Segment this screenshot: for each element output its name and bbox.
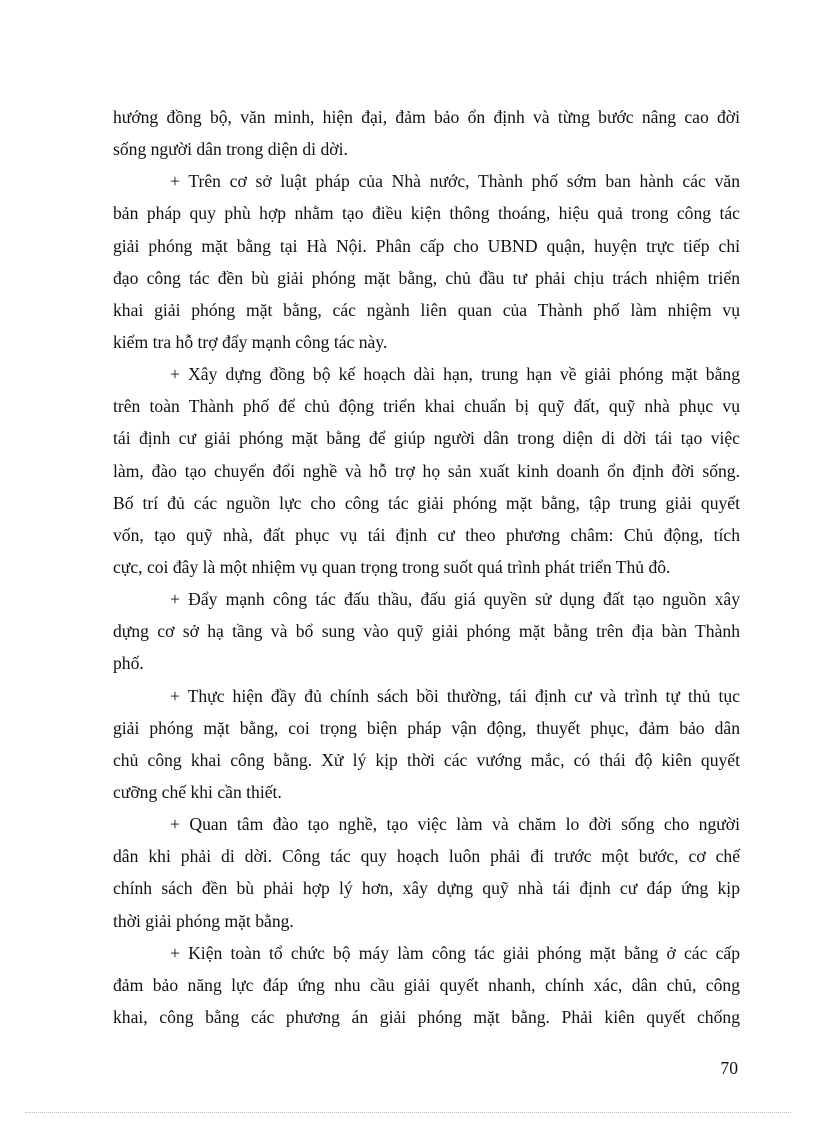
paragraph <box>113 165 740 358</box>
text-line: vốn, tạo quỹ nhà, đất phục vụ tái định cư theo phương châm: Chủ động, tích <box>113 524 740 545</box>
text-line: Bố trí đủ các nguồn lực cho công tác giải phóng mặt bằng, tập trung giải quyết <box>113 492 740 513</box>
paragraph <box>113 937 740 1033</box>
text-line: cưỡng chế khi cần thiết. <box>113 781 282 802</box>
text-line: + Kiện toàn tổ chức bộ máy làm công tác giải phóng mặt bằng ở các cấp <box>170 942 740 963</box>
text-line: sống người dân trong diện di dời. <box>113 139 348 160</box>
text-line: thời giải phóng mặt bằng. <box>113 910 294 931</box>
text-line: giải phóng mặt bằng, coi trọng biện pháp vận động, thuyết phục, đảm bảo dân <box>113 717 740 738</box>
page-number: 70 <box>720 1058 738 1078</box>
text-line: hướng đồng bộ, văn minh, hiện đại, đảm bảo ổn định và từng bước nâng cao đời <box>113 107 740 127</box>
text-line: trên toàn Thành phố để chủ động triển khai chuẩn bị quỹ đất, quỹ nhà phục vụ <box>113 396 740 417</box>
text-line: + Đẩy mạnh công tác đấu thầu, đấu giá quyền sử dụng đất tạo nguồn xây <box>170 589 740 610</box>
text-line: dân khi phải di dời. Công tác quy hoạch luôn phải đi trước một bước, cơ chế <box>113 846 740 867</box>
text-line: + Quan tâm đào tạo nghề, tạo việc làm và chăm lo đời sống cho người <box>170 814 740 835</box>
text-line: cực, coi đây là một nhiệm vụ quan trọng trong suốt quá trình phát triển Thủ đô. <box>113 556 671 577</box>
text-line: kiểm tra hỗ trợ đẩy mạnh công tác này. <box>113 331 388 352</box>
paragraph <box>113 101 740 165</box>
text-line: tái định cư giải phóng mặt bằng để giúp người dân trong diện di dời tái tạo việc <box>113 428 740 449</box>
text-line: giải phóng mặt bằng tại Hà Nội. Phân cấp cho UBND quận, huyện trực tiếp chỉ <box>113 235 740 256</box>
paragraph <box>113 358 740 583</box>
text-line: + Xây dựng đồng bộ kế hoạch dài hạn, trung hạn về giải phóng mặt bằng <box>170 364 740 385</box>
paragraph <box>113 808 740 937</box>
paragraph <box>113 680 740 809</box>
document-body <box>113 101 740 1033</box>
paragraph <box>113 583 740 679</box>
text-line: đảm bảo năng lực đáp ứng nhu cầu giải quyết nhanh, chính xác, dân chủ, công <box>113 974 740 995</box>
page-break-divider <box>25 1112 791 1113</box>
text-line: khai, công bằng các phương án giải phóng mặt bằng. Phải kiên quyết chống <box>113 1006 740 1027</box>
text-line: + Trên cơ sở luật pháp của Nhà nước, Thành phố sớm ban hành các văn <box>170 171 740 192</box>
text-line: khai giải phóng mặt bằng, các ngành liên quan của Thành phố làm nhiệm vụ <box>113 299 740 320</box>
text-line: làm, đào tạo chuyển đổi nghề và hỗ trợ họ sản xuất kinh doanh ổn định đời sống. <box>113 460 740 481</box>
text-line: + Thực hiện đầy đủ chính sách bồi thường, tái định cư và trình tự thủ tục <box>170 685 740 706</box>
text-line: chủ công khai công bằng. Xử lý kịp thời các vướng mắc, có thái độ kiên quyết <box>113 749 740 770</box>
text-line: bản pháp quy phù hợp nhằm tạo điều kiện thông thoáng, hiệu quả trong công tác <box>113 203 740 224</box>
text-line: chính sách đền bù phải hợp lý hơn, xây dựng quỹ nhà tái định cư đáp ứng kịp <box>113 878 740 899</box>
text-line: đạo công tác đền bù giải phóng mặt bằng, chủ đầu tư phải chịu trách nhiệm triển <box>113 267 740 288</box>
text-line: dựng cơ sở hạ tầng và bổ sung vào quỹ giải phóng mặt bằng trên địa bàn Thành <box>113 621 740 642</box>
text-line: phố. <box>113 653 144 674</box>
